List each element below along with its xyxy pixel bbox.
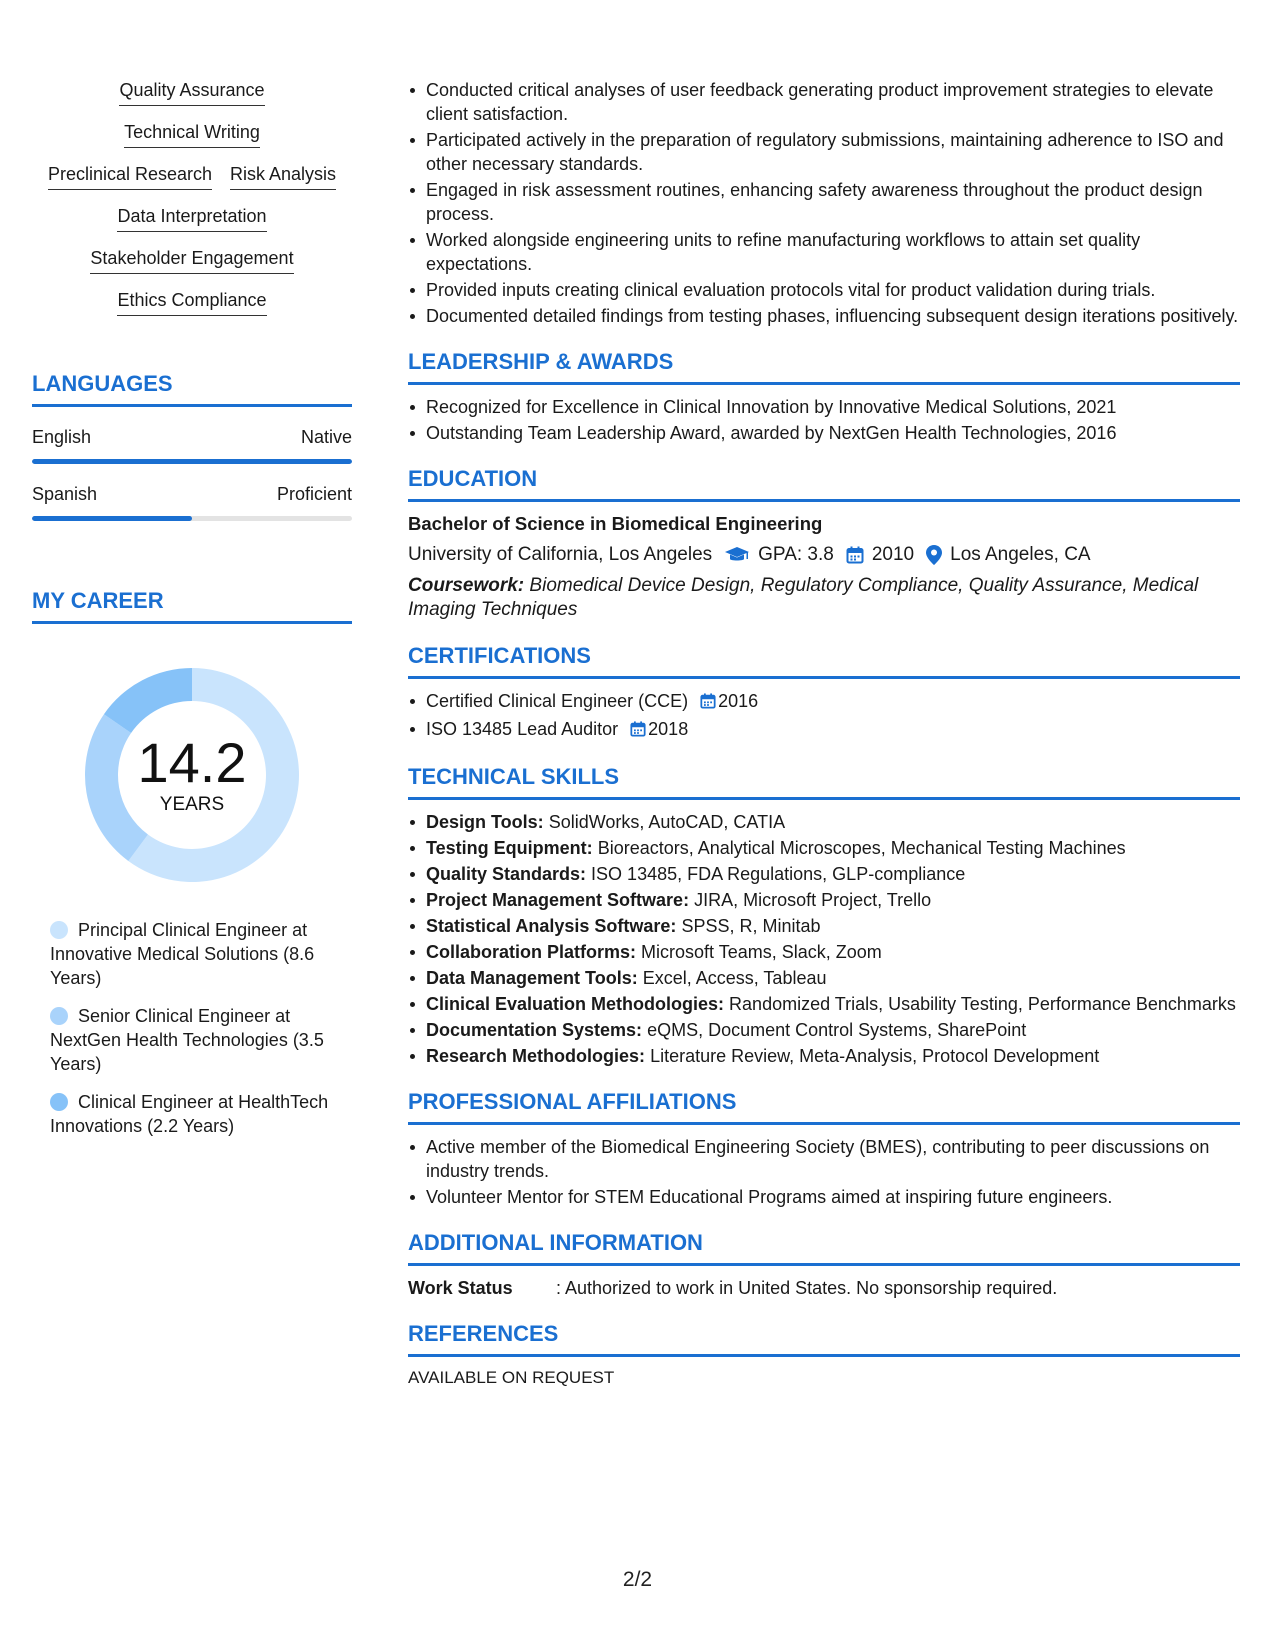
skills-list (32, 78, 352, 330)
technical-skill-value: Bioreactors, Analytical Microscopes, Mechanical Testing Machines (597, 838, 1126, 858)
certifications-title: CERTIFICATIONS (408, 642, 1240, 679)
technical-skill-value: eQMS, Document Control Systems, SharePoint (647, 1020, 1027, 1040)
technical-skill-label: Statistical Analysis Software: (426, 916, 677, 936)
affiliation-item: Volunteer Mentor for STEM Educational Programs aimed at inspiring future engineers. (426, 1185, 1240, 1209)
coursework-label: Coursework: (408, 575, 525, 596)
technical-skill-value: Randomized Trials, Usability Testing, Performance Benchmarks (729, 994, 1236, 1014)
coursework-text: Biomedical Device Design, Regulatory Compliance, Quality Assurance, Medical Imaging Techniques (408, 575, 1199, 620)
certifications-list (408, 689, 1240, 743)
certification-year: 2016 (718, 691, 759, 711)
language-bar (32, 459, 352, 464)
education-coursework (408, 574, 1240, 622)
additional-info-row (408, 1276, 1240, 1300)
technical-skill-label: Project Management Software: (426, 890, 690, 910)
career-legend-item (50, 1090, 340, 1138)
language-name: Spanish (32, 484, 98, 504)
references-title: REFERENCES (408, 1320, 1240, 1357)
calendar-icon (700, 691, 716, 715)
career-role-text: Principal Clinical Engineer at Innovative Medical Solutions (8.6 Years) (50, 920, 315, 988)
skill-row (117, 204, 266, 232)
technical-skill-item (426, 914, 1240, 938)
calendar-icon (846, 546, 864, 564)
technical-skill-item (426, 862, 1240, 886)
skill-row (90, 246, 293, 274)
skill-row (119, 78, 264, 106)
legend-dot-icon (50, 1093, 68, 1111)
technical-skill-item (426, 1044, 1240, 1068)
technical-skill-label: Research Methodologies: (426, 1046, 646, 1066)
certification-name: Certified Clinical Engineer (CCE) (426, 691, 689, 711)
technical-skill-label: Testing Equipment: (426, 838, 593, 858)
education-degree: Bachelor of Science in Biomedical Engineering (408, 513, 823, 534)
career-total-unit: YEARS (159, 794, 225, 815)
technical-skill-label: Quality Standards: (426, 864, 587, 884)
leadership-item: Recognized for Excellence in Clinical Innovation by Innovative Medical Solutions, 2021 (426, 395, 1240, 419)
work-status-value: : Authorized to work in United States. No sponsorship required. (556, 1278, 1058, 1298)
language-bar-fill (32, 459, 352, 464)
language-item (32, 425, 352, 464)
career-total-value: 14.2 (137, 731, 247, 794)
career-donut-chart (77, 660, 307, 890)
technical-skill-item (426, 888, 1240, 912)
career-legend (32, 918, 352, 1138)
certification-item (426, 689, 1240, 715)
career-title: MY CAREER (32, 587, 352, 624)
career-legend-item (50, 918, 340, 990)
experience-bullet: Documented detailed findings from testing phases, influencing subsequent design iterations positively. (426, 306, 1239, 326)
skill-row (124, 120, 260, 148)
technical-skill-label: Design Tools: (426, 812, 544, 832)
education-school: University of California, Los Angeles (408, 544, 713, 565)
technical-skill-item (426, 940, 1240, 964)
language-item (32, 482, 352, 521)
skill-chip: Stakeholder Engagement (90, 246, 293, 274)
technical-skills-list (408, 810, 1240, 1068)
certification-year: 2018 (648, 719, 689, 739)
experience-bullet: Conducted critical analyses of user feedback generating product improvement strategies to elevate client satisfaction. (426, 78, 1240, 126)
languages-list (32, 425, 352, 521)
skill-chip: Preclinical Research (48, 162, 212, 190)
career-role-text: Clinical Engineer at HealthTech Innovations (2.2 Years) (50, 1092, 329, 1136)
references-text: AVAILABLE ON REQUEST (408, 1368, 615, 1387)
technical-skills-title: TECHNICAL SKILLS (408, 763, 1240, 800)
technical-skill-label: Collaboration Platforms: (426, 942, 637, 962)
technical-skill-value: Literature Review, Meta-Analysis, Protocol Development (650, 1046, 1100, 1066)
career-role-text: Senior Clinical Engineer at NextGen Health Technologies (3.5 Years) (50, 1006, 324, 1074)
language-name: English (32, 427, 92, 447)
technical-skill-label: Clinical Evaluation Methodologies: (426, 994, 725, 1014)
location-pin-icon (926, 545, 942, 565)
certification-item (426, 717, 1240, 743)
language-row (32, 482, 352, 506)
experience-bullet: Engaged in risk assessment routines, enhancing safety awareness throughout the product design process. (426, 178, 1240, 226)
technical-skill-value: Microsoft Teams, Slack, Zoom (641, 942, 882, 962)
left-column (32, 78, 352, 1152)
skill-chip: Risk Analysis (230, 162, 336, 190)
affiliations-list (408, 1135, 1240, 1209)
education-gpa: GPA: 3.8 (758, 544, 834, 565)
right-column (408, 78, 1240, 1389)
legend-dot-icon (50, 921, 68, 939)
skill-chip: Technical Writing (124, 120, 260, 148)
experience-bullet: Provided inputs creating clinical evaluation protocols vital for product validation during trials. (426, 278, 1240, 302)
technical-skill-value: ISO 13485, FDA Regulations, GLP-compliance (591, 864, 966, 884)
skill-row (48, 162, 336, 190)
certification-name: ISO 13485 Lead Auditor (426, 719, 619, 739)
technical-skill-item (426, 966, 1240, 990)
language-bar (32, 516, 352, 521)
technical-skill-label: Documentation Systems: (426, 1020, 643, 1040)
technical-skill-value: SolidWorks, AutoCAD, CATIA (548, 812, 786, 832)
education-year: 2010 (871, 544, 915, 565)
technical-skill-item (426, 836, 1240, 860)
legend-dot-icon (50, 1007, 68, 1025)
education-entry (408, 512, 1240, 622)
graduation-cap-icon (724, 546, 750, 564)
technical-skill-item (426, 992, 1240, 1016)
technical-skill-item (426, 810, 1240, 834)
language-bar-fill (32, 516, 192, 521)
calendar-icon (630, 719, 646, 743)
experience-bullet: Participated actively in the preparation of regulatory submissions, maintaining adherence to ISO and other necessary standards. (426, 128, 1240, 176)
technical-skill-item (426, 1018, 1240, 1042)
skill-row (117, 288, 266, 316)
languages-title: LANGUAGES (32, 370, 352, 407)
leadership-title: LEADERSHIP & AWARDS (408, 348, 1240, 385)
affiliations-title: PROFESSIONAL AFFILIATIONS (408, 1088, 1240, 1125)
language-level: Proficient (276, 484, 352, 504)
language-level: Native (300, 427, 352, 447)
affiliation-item: Active member of the Biomedical Engineering Society (BMES), contributing to peer discussions on industry trends. (426, 1135, 1240, 1183)
donut-center (77, 660, 307, 890)
technical-skill-value: JIRA, Microsoft Project, Trello (694, 890, 932, 910)
page-number: 2/2 (622, 1568, 653, 1591)
technical-skill-label: Data Management Tools: (426, 968, 638, 988)
leadership-list (408, 395, 1240, 445)
skill-chip: Quality Assurance (119, 78, 264, 106)
technical-skill-value: Excel, Access, Tableau (642, 968, 827, 988)
skill-chip: Ethics Compliance (117, 288, 266, 316)
experience-bullet: Worked alongside engineering units to refine manufacturing workflows to attain set quality expectations. (426, 228, 1240, 276)
language-row (32, 425, 352, 449)
education-meta (408, 542, 1240, 568)
education-location: Los Angeles, CA (950, 544, 1091, 565)
experience-bullets (408, 78, 1240, 328)
leadership-item: Outstanding Team Leadership Award, awarded by NextGen Health Technologies, 2016 (426, 421, 1240, 445)
career-legend-item (50, 1004, 340, 1076)
technical-skill-value: SPSS, R, Minitab (681, 916, 821, 936)
education-title: EDUCATION (408, 465, 1240, 502)
additional-info-title: ADDITIONAL INFORMATION (408, 1229, 1240, 1266)
work-status-label: Work Status (408, 1278, 513, 1298)
skill-chip: Data Interpretation (117, 204, 266, 232)
